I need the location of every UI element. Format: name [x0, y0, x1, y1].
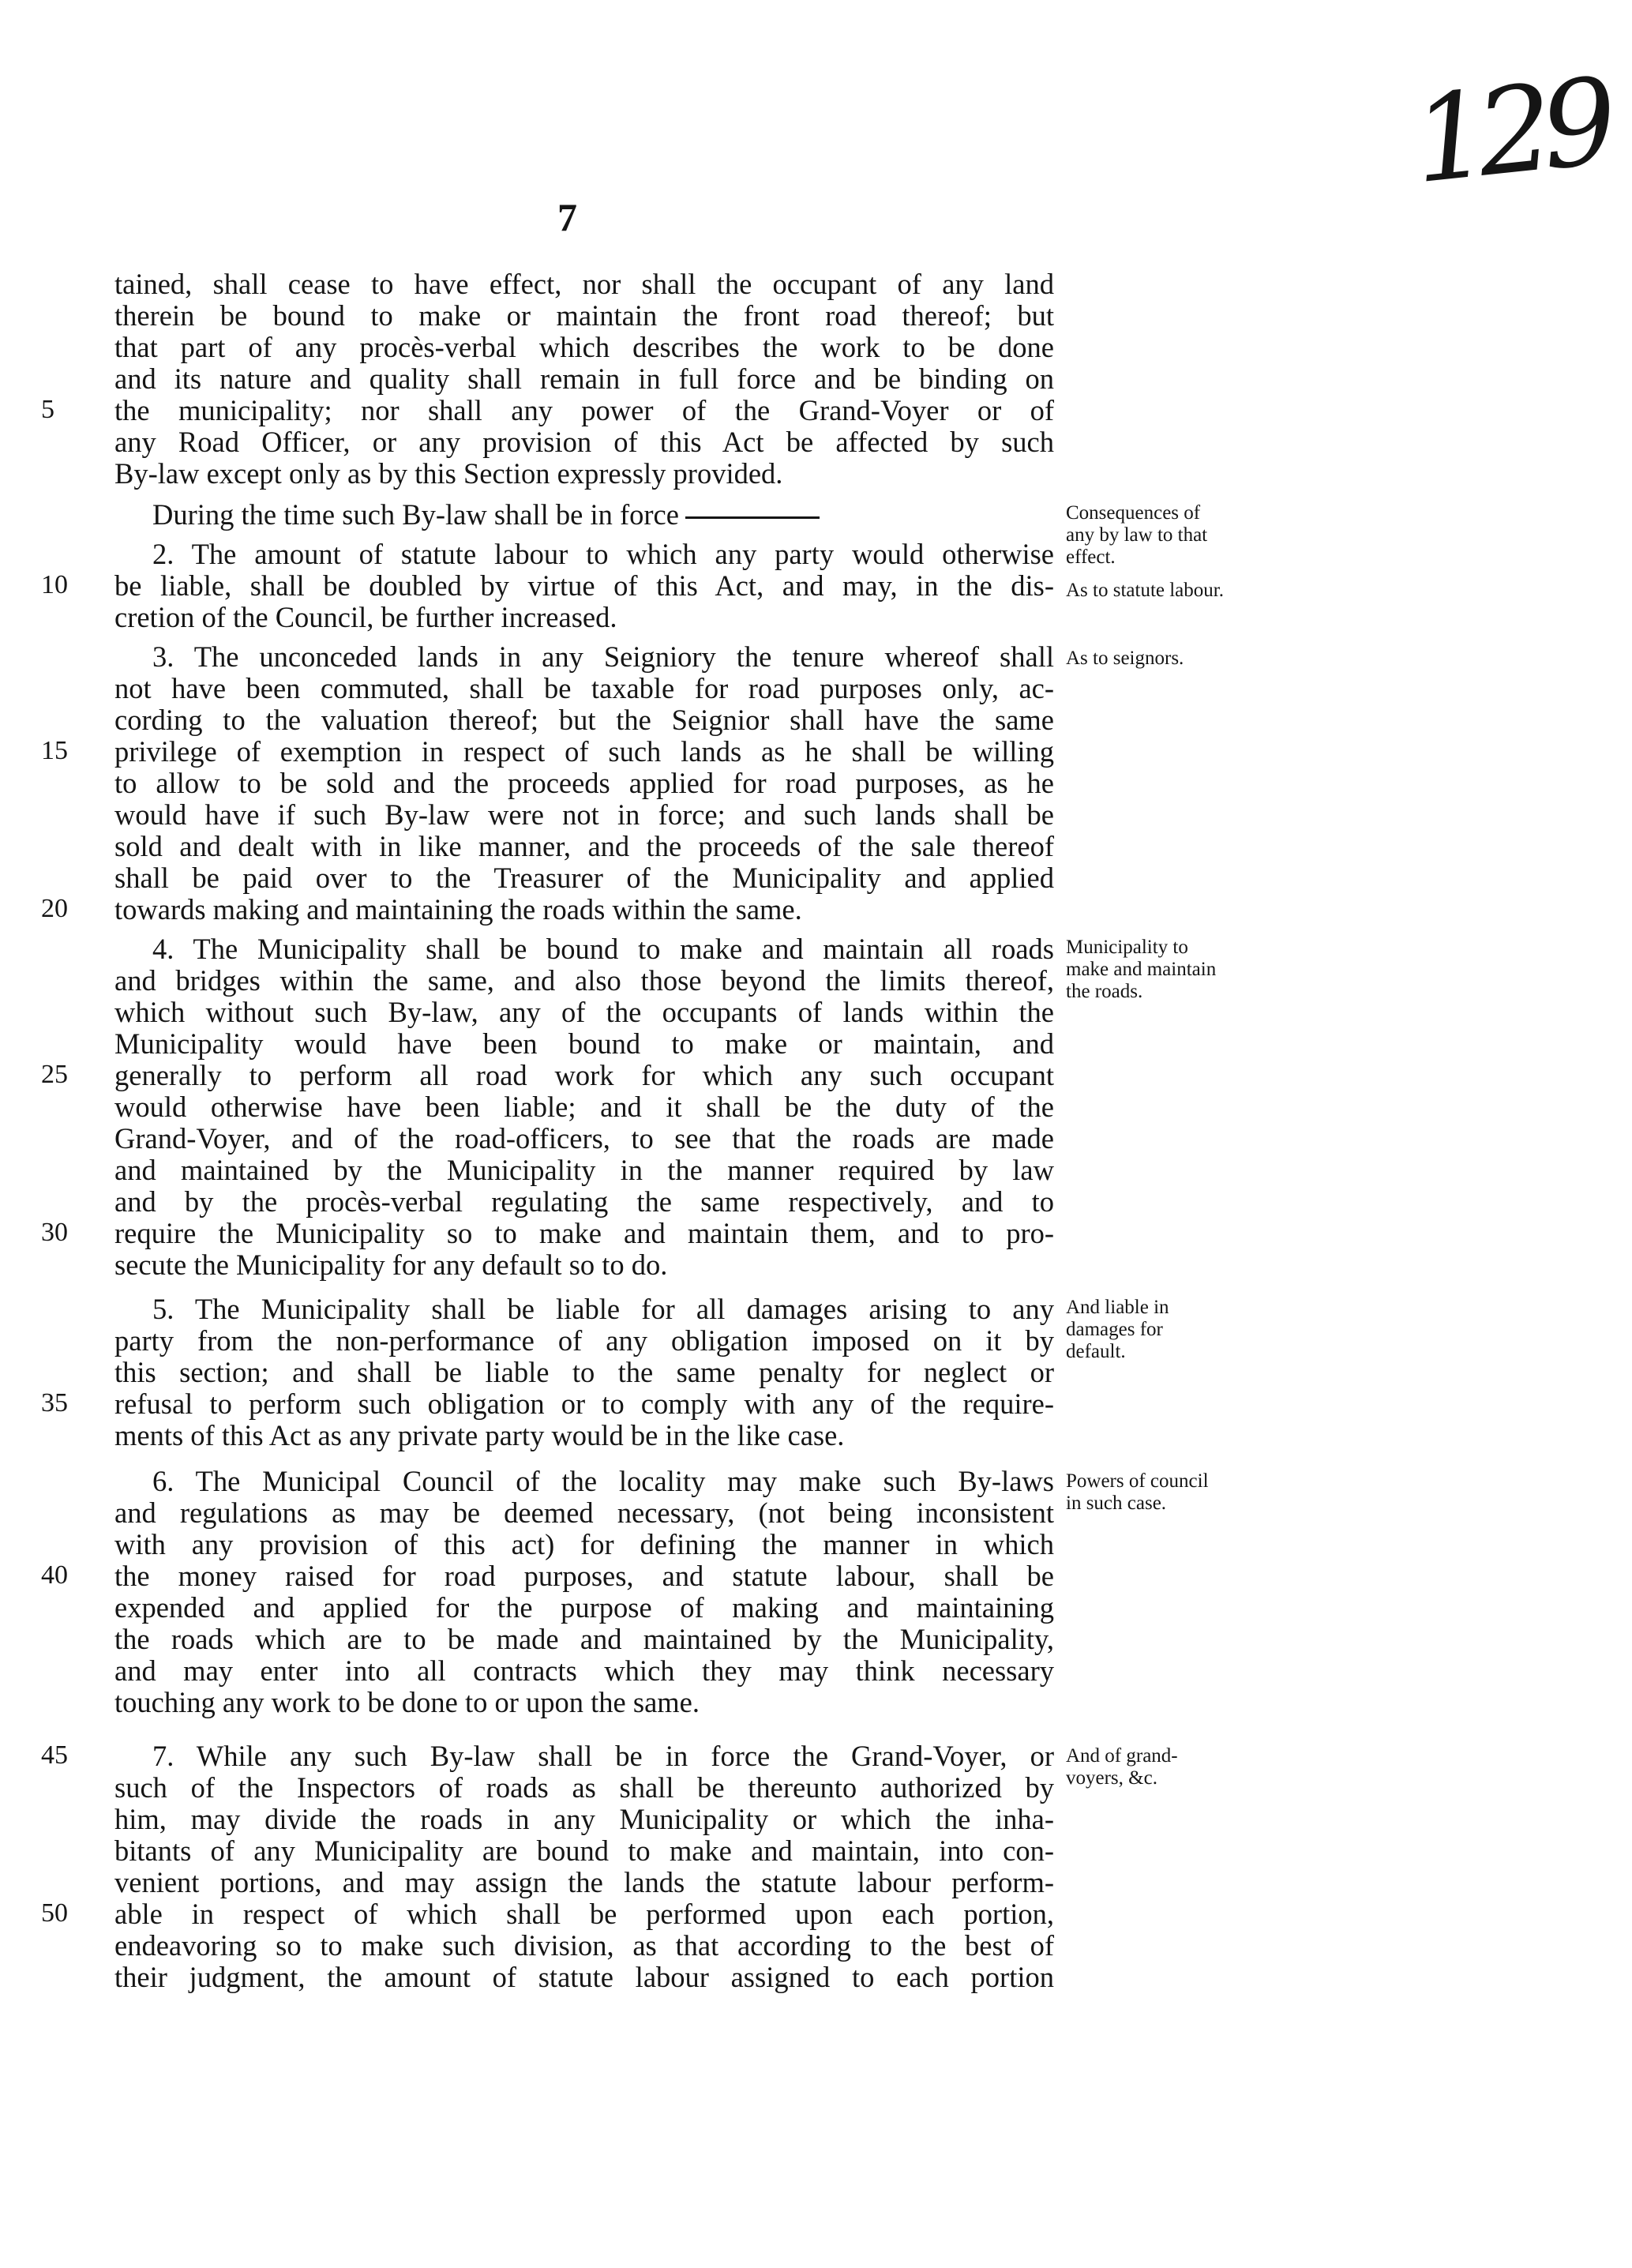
line-number: 40	[41, 1560, 68, 1590]
text-line: towards making and maintaining the roads within the same.	[114, 893, 802, 926]
heading-rule	[685, 516, 820, 519]
text-line: venient portions, and may assign the lands the statute labour perform-	[114, 1866, 1054, 1898]
line-number: 30	[41, 1218, 68, 1247]
line-number: 15	[41, 736, 68, 765]
text-line: would otherwise have been liable; and it shall be the duty of the	[114, 1091, 1054, 1123]
margin-note: And liable in damages for default.	[1066, 1297, 1169, 1362]
text-line: Grand-Voyer, and of the road-officers, to see that the roads are made	[114, 1122, 1054, 1155]
handwritten-folio-number: 129	[1406, 53, 1613, 211]
text-line: the money raised for road purposes, and statute labour, shall be	[114, 1560, 1054, 1592]
margin-note: As to seignors.	[1066, 648, 1184, 669]
text-line: therein be bound to make or maintain the front road thereof; but	[114, 299, 1054, 332]
text-line: which without such By-law, any of the occupants of lands within the	[114, 996, 1054, 1028]
text-line: sold and dealt with in like manner, and the proceeds of the sale thereof	[114, 830, 1054, 862]
text-line: and its nature and quality shall remain in full force and be binding on	[114, 362, 1054, 395]
text-line: with any provision of this act) for defining the manner in which	[114, 1528, 1054, 1560]
text-line: secute the Municipality for any default so to do.	[114, 1249, 668, 1281]
heading-text: During the time such By-law shall be in force	[152, 498, 679, 531]
text-line: would have if such By-law were not in force; and such lands shall be	[114, 798, 1054, 831]
text-line: generally to perform all road work for which any such occupant	[114, 1059, 1054, 1091]
text-line: not have been commuted, shall be taxable for road purposes only, ac-	[114, 672, 1054, 704]
text-line: to allow to be sold and the proceeds applied for road purposes, as he	[114, 767, 1054, 799]
line-number: 35	[41, 1388, 68, 1418]
text-line: such of the Inspectors of roads as shall be thereunto authorized by	[114, 1771, 1054, 1804]
text-line: their judgment, the amount of statute labour assigned to each portion	[114, 1961, 1054, 1993]
line-number: 50	[41, 1898, 68, 1928]
text-line: refusal to perform such obligation or to comply with any of the require-	[114, 1387, 1054, 1420]
text-line: endeavoring so to make such division, as that according to the best of	[114, 1929, 1054, 1962]
text-line: and maintained by the Municipality in the manner required by law	[114, 1154, 1054, 1186]
text-line: this section; and shall be liable to the same penalty for neglect or	[114, 1356, 1054, 1388]
text-line: that part of any procès-verbal which describes the work to be done	[114, 331, 1054, 363]
text-line: and by the procès-verbal regulating the same respectively, and to	[114, 1185, 1054, 1218]
margin-note: And of grand-voyers, &c.	[1066, 1745, 1178, 1789]
text-line: the municipality; nor shall any power of the Grand-Voyer or of	[114, 394, 1054, 426]
text-line: and may enter into all contracts which they may think necessary	[114, 1654, 1054, 1687]
margin-note: Municipality to make and maintain the roads.	[1066, 937, 1217, 1002]
line-number: 10	[41, 570, 68, 599]
section-heading-line	[114, 499, 1054, 531]
line-number: 25	[41, 1060, 68, 1089]
text-line: By-law except only as by this Section expressly provided.	[114, 457, 783, 490]
margin-note: Powers of council in such case.	[1066, 1470, 1209, 1514]
text-line: cretion of the Council, be further increased.	[114, 601, 617, 633]
margin-note: Consequences of any by law to that effect.	[1066, 502, 1208, 568]
margin-note: As to statute labour.	[1066, 580, 1224, 601]
text-line: 3. The unconceded lands in any Seigniory the tenure whereof shall	[152, 640, 1054, 673]
line-number: 45	[41, 1740, 68, 1770]
text-line: 7. While any such By-law shall be in force the Grand-Voyer, or	[152, 1740, 1054, 1772]
text-line: the roads which are to be made and maintained by the Municipality,	[114, 1623, 1054, 1655]
text-line: 2. The amount of statute labour to which any party would otherwise	[152, 538, 1054, 570]
text-line: any Road Officer, or any provision of this Act be affected by such	[114, 426, 1054, 458]
text-line: and bridges within the same, and also those beyond the limits thereof,	[114, 964, 1054, 997]
text-line: able in respect of which shall be performed upon each portion,	[114, 1898, 1054, 1930]
text-line: be liable, shall be doubled by virtue of this Act, and may, in the dis-	[114, 569, 1054, 602]
line-number: 20	[41, 894, 68, 923]
text-line: expended and applied for the purpose of making and maintaining	[114, 1591, 1054, 1624]
text-line: 4. The Municipality shall be bound to make and maintain all roads	[152, 933, 1054, 965]
text-line: and regulations as may be deemed necessary, (not being inconsistent	[114, 1496, 1054, 1529]
text-line: party from the non-performance of any obligation imposed on it by	[114, 1324, 1054, 1357]
text-line: touching any work to be done to or upon the same.	[114, 1686, 700, 1718]
text-line: require the Municipality so to make and maintain them, and to pro-	[114, 1217, 1054, 1249]
text-line: 6. The Municipal Council of the locality may make such By-laws	[152, 1465, 1054, 1497]
text-line: privilege of exemption in respect of such lands as he shall be willing	[114, 735, 1054, 768]
text-line: shall be paid over to the Treasurer of the Municipality and applied	[114, 862, 1054, 894]
page-number: 7	[557, 195, 577, 239]
text-line: tained, shall cease to have effect, nor shall the occupant of any land	[114, 268, 1054, 300]
text-line: him, may divide the roads in any Municipality or which the inha-	[114, 1803, 1054, 1835]
text-line: Municipality would have been bound to make or maintain, and	[114, 1027, 1054, 1060]
text-line: cording to the valuation thereof; but the Seignior shall have the same	[114, 704, 1054, 736]
text-line: ments of this Act as any private party would be in the like case.	[114, 1419, 845, 1451]
text-line: 5. The Municipality shall be liable for all damages arising to any	[152, 1293, 1054, 1325]
line-number: 5	[41, 395, 54, 424]
text-line: bitants of any Municipality are bound to make and maintain, into con-	[114, 1834, 1054, 1867]
